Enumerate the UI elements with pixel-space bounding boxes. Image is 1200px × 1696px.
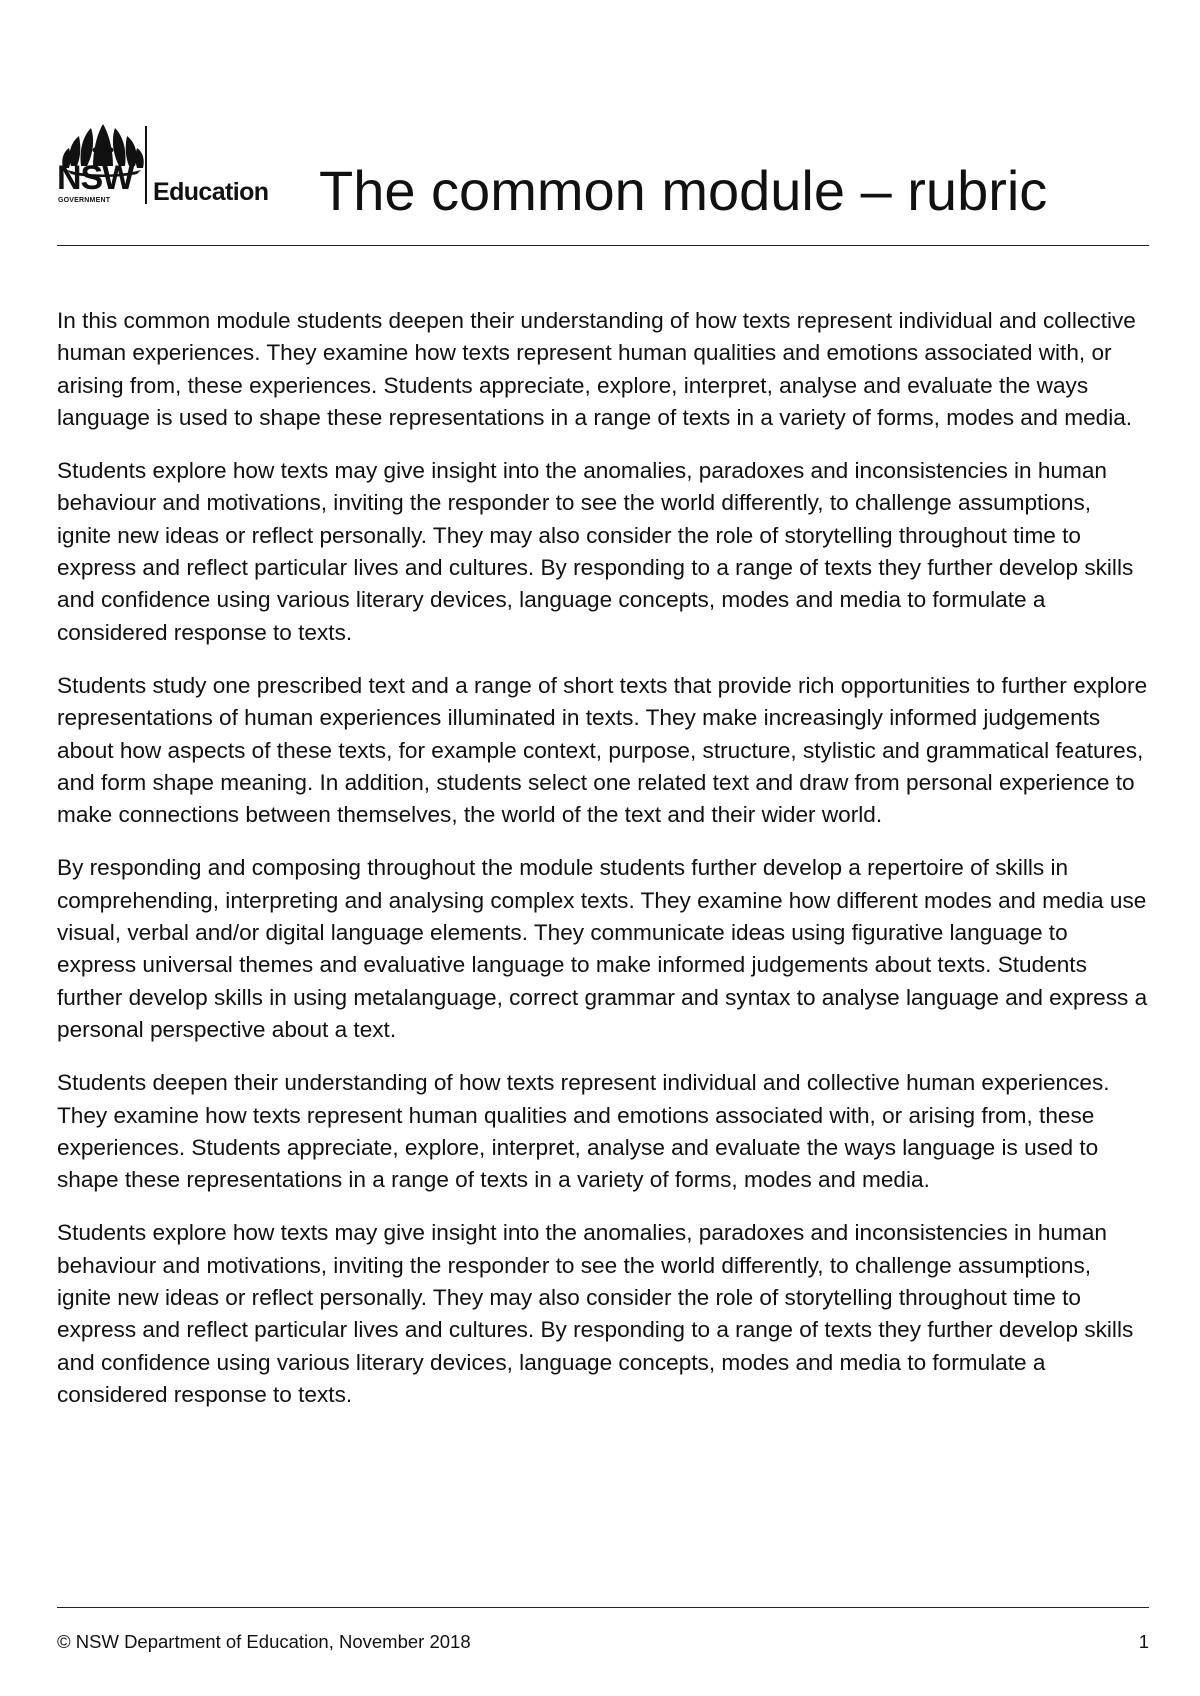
header-divider [57,245,1149,246]
logo-department: Education [153,178,269,206]
page-header [57,120,1149,222]
paragraph: Students explore how texts may give insight into the anomalies, paradoxes and inconsistencies in human behaviour and motivations, inviting the responder to see the world differently, to challenge assumptions, ignite new ideas or reflect personally. They may also consider the role of storytelling throughout time to express and reflect particular lives and cultures. By responding to a range of texts they further develop skills and confidence using various literary devices, language concepts, modes and media to formulate a considered response to texts. [57,1220,1134,1407]
paragraph: By responding and composing throughout the module students further develop a repertoire of skills in comprehending, interpreting and analysing complex texts. They examine how different modes and media use visual, verbal and/or digital language elements. They communicate ideas using figurative language to express universal themes and evaluative language to make informed judgements about texts. Students further develop skills in using metalanguage, correct grammar and syntax to analyse language and express a personal perspective about a text. [57,855,1148,1042]
logo-divider [145,126,147,204]
page-footer [57,1628,1149,1656]
logo-wordmark: NSW [57,159,134,197]
paragraph: Students study one prescribed text and a range of short texts that provide rich opportunities to further explore representations of human experiences illuminated in texts. They make increasingly informed judgements about how aspects of these texts, for example context, purpose, structure, stylistic and grammatical features, and form shape meaning. In addition, students select one related text and draw from personal experience to make connections between themselves, the world of the text and their wider world. [57,672,1148,828]
page-title: The common module – rubric [319,159,1048,222]
page-number: 1 [1138,1631,1149,1652]
logo-subtext: GOVERNMENT [58,197,111,204]
footer-copyright: © NSW Department of Education, November 2018 [57,1631,471,1652]
paragraph: In this common module students deepen their understanding of how texts represent individual and collective human experiences. They examine how texts represent human qualities and emotions associated with, or arising from, these experiences. Students appreciate, explore, interpret, analyse and evaluate the ways language is used to shape these representations in a range of texts in a variety of forms, modes and media. [57,308,1136,430]
paragraph: Students explore how texts may give insight into the anomalies, paradoxes and inconsistencies in human behaviour and motivations, inviting the responder to see the world differently, to challenge assumptions, ignite new ideas or reflect personally. They may also consider the role of storytelling throughout time to express and reflect particular lives and cultures. By responding to a range of texts they further develop skills and confidence using various literary devices, language concepts, modes and media to formulate a considered response to texts. [57,458,1134,645]
document-body [57,305,1149,1432]
nsw-education-logo [57,120,297,210]
footer-divider [57,1607,1149,1608]
paragraph: Students deepen their understanding of how texts represent individual and collective human experiences. They examine how texts represent human qualities and emotions associated with, or arising from, these experiences. Students appreciate, explore, interpret, analyse and evaluate the ways language is used to shape these representations in a range of texts in a variety of forms, modes and media. [57,1070,1110,1193]
